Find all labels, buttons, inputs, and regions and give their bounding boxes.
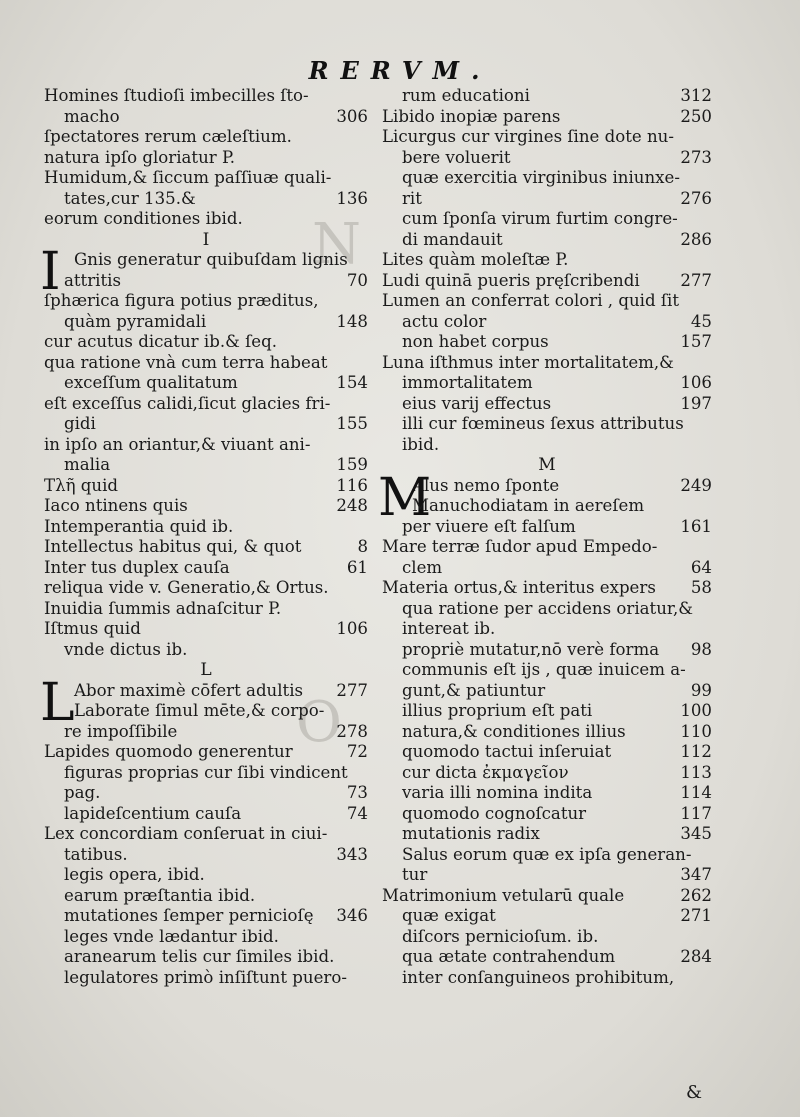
- index-entry: [382, 599, 712, 620]
- entry-text: pag.: [64, 783, 101, 802]
- index-entry: [44, 127, 368, 148]
- index-entry: [44, 312, 368, 333]
- index-entry: [44, 558, 368, 579]
- page-number: 284: [680, 947, 712, 966]
- page-number: 72: [346, 742, 368, 761]
- entry-text: Manuchodiatam in aereſem: [412, 496, 645, 515]
- page-number: 161: [680, 516, 712, 536]
- bleedthrough-mark: N: [312, 212, 361, 277]
- entry-text: lapideſcentium cauſa: [64, 803, 242, 823]
- entry-text: rit: [402, 188, 422, 208]
- entry-text: Ludi quinā pueris pręſcribendi: [382, 270, 640, 290]
- section-letter: [44, 660, 368, 681]
- entry-text: propriè mutatur,nō verè forma: [402, 639, 660, 659]
- entry-text: cum ſponſa virum furtim congre-: [402, 209, 678, 228]
- entry-text: vnde dictus ib.: [64, 639, 188, 659]
- page-number: 343: [336, 844, 368, 864]
- running-header: RERVM.: [308, 56, 492, 85]
- index-entry: [44, 189, 368, 210]
- entry-text: legis opera, ibid.: [64, 865, 205, 884]
- drop-cap: M: [378, 467, 432, 528]
- page-number: 106: [336, 619, 368, 638]
- index-entry: [382, 189, 712, 210]
- index-entry: [382, 722, 712, 743]
- index-entry: [382, 640, 712, 661]
- index-entry: [44, 394, 368, 415]
- index-entry: [44, 701, 368, 722]
- entry-text: illi cur fœmineus ſexus attributus: [402, 414, 684, 433]
- entry-text: illius proprium eſt pati: [402, 701, 593, 720]
- entry-text: aranearum telis cur ſimiles ibid.: [64, 947, 335, 966]
- index-entry: [382, 742, 712, 763]
- entry-text: Lex concordiam conſeruat in ciui-: [44, 824, 328, 843]
- page-number: 306: [336, 106, 368, 126]
- index-entry: [44, 414, 368, 435]
- index-entry: [44, 455, 368, 476]
- index-entry: [382, 968, 712, 989]
- index-entry: [44, 865, 368, 886]
- index-entry: [44, 886, 368, 907]
- page-number: 64: [690, 557, 712, 577]
- page-number: 250: [680, 106, 712, 126]
- entry-text: actu color: [402, 311, 487, 331]
- entry-text: Intemperantia quid ib.: [44, 516, 234, 536]
- index-entry: [382, 230, 712, 251]
- entry-text: qua ratione vnà cum terra habeat: [44, 352, 328, 372]
- entry-text: eſt exceſſus calidi,ſicut glacies fri-: [44, 393, 331, 413]
- entry-text: mutationis radix: [402, 824, 540, 843]
- index-entry: [44, 373, 368, 394]
- entry-text: eorum conditiones ibid.: [44, 209, 243, 228]
- index-entry: [382, 332, 712, 353]
- entry-text: varia illi nomina indita: [402, 783, 593, 802]
- index-entry: [382, 701, 712, 722]
- index-entry: [44, 291, 368, 312]
- index-entry: [382, 86, 712, 107]
- entry-text: Homines ſtudioſi imbecilles ſto-: [44, 86, 309, 105]
- entry-text: qua ratione per accidens oriatur,&: [402, 598, 694, 618]
- entry-text: tates,cur 135.&: [64, 188, 196, 208]
- index-entry: [382, 496, 712, 517]
- entry-text: exceſſum qualitatum: [64, 373, 238, 392]
- index-entry: [44, 148, 368, 169]
- entry-text: cur acutus dicatur ib.& ſeq.: [44, 332, 277, 351]
- entry-text: immortalitatem: [402, 373, 533, 392]
- page-number: 45: [690, 311, 712, 331]
- index-entry: [44, 742, 368, 763]
- entry-text: Lapides quomodo generentur: [44, 742, 293, 761]
- entry-text: Materia ortus,& interitus expers: [382, 578, 656, 597]
- page-number: 8: [357, 537, 368, 556]
- entry-text: ſpectatores rerum cæleſtium.: [44, 127, 292, 146]
- page-number: 117: [680, 803, 712, 823]
- page-number: 99: [690, 680, 712, 700]
- entry-text: Matrimonium vetularū quale: [382, 885, 625, 905]
- section-letter-text: M: [538, 455, 556, 475]
- index-entry: [382, 783, 712, 804]
- page-number: 312: [680, 86, 712, 105]
- index-entry: [382, 271, 712, 292]
- index-entry: [382, 906, 712, 927]
- entry-text: leges vnde lædantur ibid.: [64, 926, 279, 946]
- entry-text: per viuere eſt falſum: [402, 516, 576, 536]
- drop-cap: I: [40, 242, 61, 302]
- index-entry: [44, 476, 368, 497]
- index-entry: [382, 947, 712, 968]
- index-entry: [382, 209, 712, 230]
- entry-text: Iaco ntinens quis: [44, 496, 188, 515]
- index-entry: [382, 373, 712, 394]
- index-entry: [382, 558, 712, 579]
- page-number: 58: [690, 578, 712, 597]
- index-entry: [44, 209, 368, 230]
- page-number: 73: [346, 783, 368, 802]
- entry-text: quàm pyramidali: [64, 311, 207, 331]
- entry-text: quomodo cognoſcatur: [402, 803, 587, 823]
- entry-text: quæ exercitia virginibus iniunxe-: [402, 168, 680, 187]
- page-number: 273: [680, 147, 712, 167]
- entry-text: Iſtmus quid: [44, 619, 141, 638]
- entry-text: Humidum,& ſiccum paſſiuæ quali-: [44, 168, 332, 187]
- entry-text: intereat ib.: [402, 619, 496, 638]
- entry-text: ibid.: [402, 434, 440, 454]
- index-entry: [44, 804, 368, 825]
- entry-text: eius varij effectus: [402, 393, 552, 413]
- entry-text: Τλῆ quid: [44, 475, 119, 495]
- page-number: 197: [680, 393, 712, 413]
- entry-text: natura ipſo gloriatur P.: [44, 147, 236, 167]
- page-number: 347: [680, 865, 712, 884]
- index-entry: [44, 927, 368, 948]
- drop-cap: L: [40, 672, 75, 733]
- entry-text: non habet corpus: [402, 332, 549, 351]
- page-number: 154: [336, 373, 368, 392]
- entry-text: in ipſo an oriantur,& viuant ani-: [44, 434, 311, 454]
- index-entry: [44, 824, 368, 845]
- page-number: 148: [336, 311, 368, 331]
- page-number: 286: [680, 229, 712, 249]
- index-entry: [44, 107, 368, 128]
- index-entry: [44, 537, 368, 558]
- index-entry: [44, 578, 368, 599]
- entry-text: Abor maximè cōfert adultis: [74, 680, 304, 700]
- entry-text: Gnis generatur quibuſdam lignis: [74, 250, 348, 269]
- index-entry: [44, 353, 368, 374]
- entry-text: Lumen an conferrat colori , quid ſit: [382, 291, 679, 310]
- page-number: 345: [680, 824, 712, 843]
- page-number: 110: [680, 721, 712, 741]
- entry-text: reliqua vide v. Generatio,& Ortus.: [44, 578, 329, 597]
- index-entry: [44, 168, 368, 189]
- entry-text: natura,& conditiones illius: [402, 721, 626, 741]
- index-entry: [44, 496, 368, 517]
- index-entry: [44, 968, 368, 989]
- entry-text: ſphærica figura potius præditus,: [44, 291, 319, 310]
- index-entry: [44, 517, 368, 538]
- index-entry: [44, 599, 368, 620]
- page-number: 155: [336, 414, 368, 433]
- entry-text: re impoſſibile: [64, 721, 178, 741]
- bleedthrough-mark: O: [296, 690, 342, 755]
- index-entry: [44, 763, 368, 784]
- index-entry: [382, 250, 712, 271]
- page-number: 277: [680, 270, 712, 290]
- entry-text: tatibus.: [64, 844, 128, 864]
- entry-text: bere voluerit: [402, 147, 511, 167]
- index-entry: [382, 660, 712, 681]
- entry-text: di mandauit: [402, 229, 503, 249]
- index-entry: [44, 619, 368, 640]
- entry-text: qua ætate contrahendum: [402, 947, 616, 966]
- entry-text: Alus nemo ſponte: [412, 475, 560, 495]
- right-column: [378, 86, 712, 988]
- page-number: 346: [336, 906, 368, 925]
- index-entry: [382, 394, 712, 415]
- index-entry: [382, 537, 712, 558]
- index-entry: [382, 312, 712, 333]
- entry-text: Luna iſthmus inter mortalitatem,&: [382, 352, 674, 372]
- entry-text: figuras proprias cur ſibi vindicent: [64, 762, 348, 782]
- index-entry: [44, 845, 368, 866]
- page-number: 136: [336, 188, 368, 208]
- entry-text: mutationes ſemper pernicioſę: [64, 906, 314, 925]
- entry-text: inter conſanguineos prohibitum,: [402, 967, 675, 987]
- page-number: 276: [680, 188, 712, 208]
- left-column: [40, 86, 368, 988]
- entry-text: Intellectus habitus qui, & quot: [44, 537, 302, 556]
- entry-text: attritis: [64, 270, 121, 290]
- index-entry: [382, 578, 712, 599]
- entry-text: gidi: [64, 414, 96, 433]
- index-entry: [382, 168, 712, 189]
- index-entry: [382, 107, 712, 128]
- page-number: 116: [336, 475, 368, 495]
- index-entry: [382, 927, 712, 948]
- entry-text: rum educationi: [402, 86, 530, 105]
- section-letter-text: L: [200, 660, 212, 680]
- entry-text: earum præſtantia ibid.: [64, 885, 256, 905]
- page-number: 74: [346, 803, 368, 823]
- index-entry: [44, 640, 368, 661]
- page-number: 157: [680, 332, 712, 351]
- index-entry: [44, 947, 368, 968]
- entry-text: diſcors pernicioſum. ib.: [402, 926, 599, 946]
- page-number: 61: [346, 557, 368, 577]
- entry-text: macho: [64, 106, 120, 126]
- index-entry: [382, 291, 712, 312]
- index-entry: [382, 824, 712, 845]
- entry-text: cur dicta ἐκμαγεῖον: [402, 762, 569, 782]
- index-entry: [44, 332, 368, 353]
- index-entry: [44, 783, 368, 804]
- entry-text: Inuidia ſummis adnaſcitur P.: [44, 598, 282, 618]
- index-entry: [382, 414, 712, 435]
- index-entry: [44, 86, 368, 107]
- page-number: 278: [336, 721, 368, 741]
- section-letter-text: I: [202, 229, 210, 250]
- entry-text: gunt,& patiuntur: [402, 680, 546, 700]
- page-number: 112: [680, 742, 712, 761]
- page-number: 277: [336, 680, 368, 700]
- entry-text: communis eſt ijs , quæ inuicem a-: [402, 660, 686, 679]
- index-entry: [44, 906, 368, 927]
- page-number: 106: [680, 373, 712, 392]
- catchword: &: [685, 1082, 702, 1103]
- page-number: 114: [680, 783, 712, 802]
- index-entry: [382, 435, 712, 456]
- entry-text: quomodo tactui inſeruiat: [402, 742, 612, 761]
- page-number: 70: [346, 270, 368, 290]
- entry-text: Mare terræ ſudor apud Empedo-: [382, 537, 658, 556]
- page-number: 100: [680, 701, 712, 720]
- entry-text: Salus eorum quæ ex ipſa generan-: [402, 844, 692, 864]
- page-number: 271: [680, 906, 712, 925]
- page-number: 113: [680, 762, 712, 782]
- entry-text: Inter tus duplex cauſa: [44, 557, 230, 577]
- page-number: 98: [690, 639, 712, 659]
- entry-text: Licurgus cur virgines ſine dote nu-: [382, 127, 674, 146]
- section-letter: [382, 455, 712, 476]
- index-entry: [382, 845, 712, 866]
- entry-text: clem: [402, 557, 443, 577]
- entry-text: quæ exigat: [402, 906, 496, 925]
- index-entry: [382, 127, 712, 148]
- entry-text: tur: [402, 865, 428, 884]
- index-entry: [44, 271, 368, 292]
- page-number: 249: [680, 475, 712, 495]
- index-entry: [382, 681, 712, 702]
- index-entry: [382, 804, 712, 825]
- entry-text: Laborate ſimul mēte,& corpo-: [74, 701, 325, 720]
- entry-text: legulatores primò inſiſtunt puero-: [64, 967, 347, 987]
- page-number: 262: [680, 885, 712, 905]
- entry-text: Lites quàm moleſtæ P.: [382, 250, 569, 269]
- entry-text: malia: [64, 455, 111, 474]
- section-letter: [44, 230, 368, 251]
- index-entry: [382, 148, 712, 169]
- index-entry: [44, 722, 368, 743]
- index-entry: [44, 435, 368, 456]
- index-entry: [382, 619, 712, 640]
- index-entry: [382, 763, 712, 784]
- index-entry: [382, 353, 712, 374]
- entry-text: Libido inopiæ parens: [382, 106, 561, 126]
- index-entry: [382, 517, 712, 538]
- page-number: 248: [336, 496, 368, 515]
- index-entry: [382, 865, 712, 886]
- page-number: 159: [336, 455, 368, 474]
- index-entry: [382, 886, 712, 907]
